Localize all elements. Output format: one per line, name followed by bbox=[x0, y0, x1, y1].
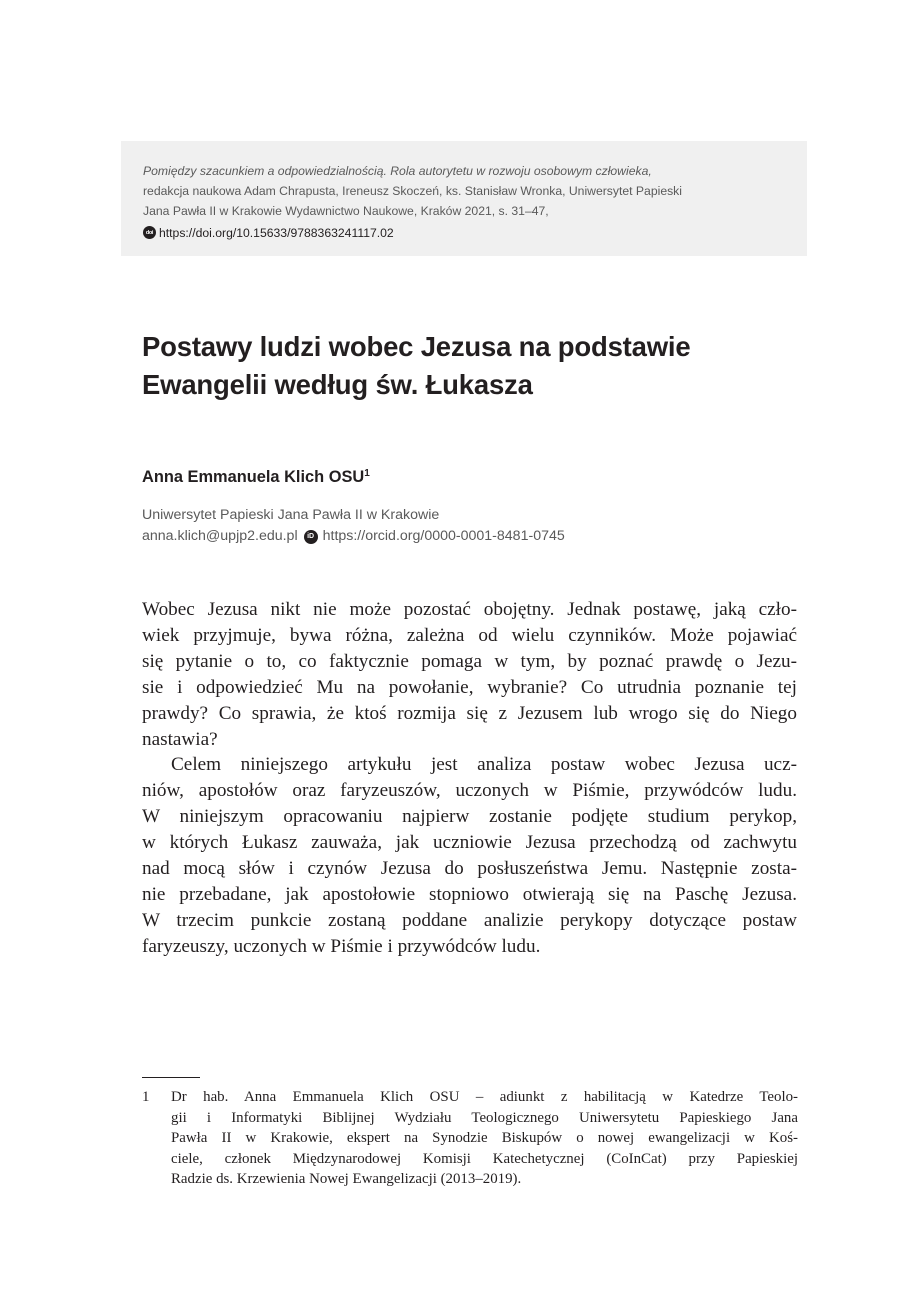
body-text bbox=[142, 597, 797, 960]
footnote-line: Radzie ds. Krzewienia Nowej Ewangelizacji (2013–2019). bbox=[171, 1171, 522, 1188]
footnote-separator bbox=[142, 1077, 200, 1078]
paragraph-line: sie i odpowiedzieć Mu na powołanie, wybranie? Co utrudnia poznanie tej bbox=[142, 676, 797, 698]
footnote-number: 1 bbox=[142, 1089, 150, 1105]
orcid-link[interactable]: https://orcid.org/0000-0001-8481-0745 bbox=[322, 528, 565, 544]
author-affiliation-block bbox=[142, 505, 565, 547]
author-name bbox=[142, 468, 370, 487]
citation-publisher: Jana Pawła II w Krakowie Wydawnictwo Naukowe, Kraków 2021, s. 31–47, bbox=[143, 204, 549, 219]
paragraph-line: nastawia? bbox=[142, 728, 218, 750]
footnote-line: Pawła II w Krakowie, ekspert na Synodzie Biskupów o nowej ewangelizacji w Koś- bbox=[171, 1130, 798, 1147]
citation-box bbox=[121, 141, 807, 256]
footnote-line: gii i Informatyki Biblijnej Wydziału Teologicznego Uniwersytetu Papieskiego Jana bbox=[171, 1109, 798, 1126]
doi-row bbox=[143, 223, 785, 243]
paragraph-line: W niniejszym opracowaniu najpierw zostanie podjęte studium perykop, bbox=[142, 806, 797, 828]
author-name-text: Anna Emmanuela Klich OSU bbox=[142, 468, 365, 486]
footnote-text bbox=[171, 1087, 798, 1190]
contact-row bbox=[142, 526, 565, 547]
paragraph-2 bbox=[142, 752, 797, 959]
paragraph-line: w których Łukasz zauważa, jak uczniowie Jezusa przechodzą od zachwytu bbox=[142, 832, 797, 854]
article-title-line-2: Ewangelii według św. Łukasza bbox=[142, 369, 533, 400]
doi-icon: doi bbox=[143, 226, 156, 239]
paragraph-1 bbox=[142, 597, 797, 752]
paragraph-line: W trzecim punkcie zostaną poddane analizie perykopy dotyczące postaw bbox=[142, 909, 797, 931]
paragraph-line: Wobec Jezusa nikt nie może pozostać obojętny. Jednak postawę, jaką czło- bbox=[142, 599, 797, 620]
paragraph-line: Celem niniejszego artykułu jest analiza postaw wobec Jezusa ucz- bbox=[171, 754, 797, 776]
footnote-line: Dr hab. Anna Emmanuela Klich OSU – adiunkt z habilitacją w Katedrze Teolo- bbox=[171, 1089, 798, 1105]
paragraph-line: faryzeuszy, uczonych w Piśmie i przywódców ludu. bbox=[142, 935, 541, 957]
paragraph-line: nad mocą słów i czynów Jezusa do posłuszeństwa Jemu. Następnie zosta- bbox=[142, 858, 797, 880]
citation-editors: redakcja naukowa Adam Chrapusta, Ireneusz Skoczeń, ks. Stanisław Wronka, Uniwersytet Papieski bbox=[143, 184, 682, 199]
affiliation: Uniwersytet Papieski Jana Pawła II w Krakowie bbox=[142, 507, 440, 523]
paragraph-line: wiek przyjmuje, bywa różna, zależna od wielu czynników. Może pojawiać bbox=[142, 624, 797, 646]
affiliation-row bbox=[142, 505, 565, 526]
author-email[interactable]: anna.klich@upjp2.edu.pl bbox=[142, 528, 298, 544]
footnote bbox=[142, 1087, 798, 1190]
article-title bbox=[142, 328, 802, 404]
paragraph-line: nie przebadane, jak apostołowie stopniowo otwierają się na Paschę Jezusa. bbox=[142, 883, 797, 905]
footnote-line: ciele, członek Międzynarodowej Komisji Katechetycznej (CoInCat) przy Papieskiej bbox=[171, 1150, 798, 1167]
paragraph-line: niów, apostołów oraz faryzeuszów, uczonych w Piśmie, przywódców ludu. bbox=[142, 780, 797, 802]
paragraph-line: się pytanie o to, co faktycznie pomaga w tym, by poznać prawdę o Jezu- bbox=[142, 650, 797, 672]
orcid-icon: iD bbox=[304, 530, 318, 544]
citation-book-title: Pomiędzy szacunkiem a odpowiedzialnością. Rola autorytetu w rozwoju osobowym człowieka, bbox=[143, 164, 652, 178]
article-title-line-1: Postawy ludzi wobec Jezusa na podstawie bbox=[142, 331, 691, 362]
doi-link[interactable]: https://doi.org/10.15633/9788363241117.02 bbox=[159, 225, 394, 240]
author-footnote-mark[interactable]: 1 bbox=[364, 468, 370, 479]
paragraph-line: prawdy? Co sprawia, że ktoś rozmija się z Jezusem lub wrogo się do Niego bbox=[142, 702, 797, 724]
